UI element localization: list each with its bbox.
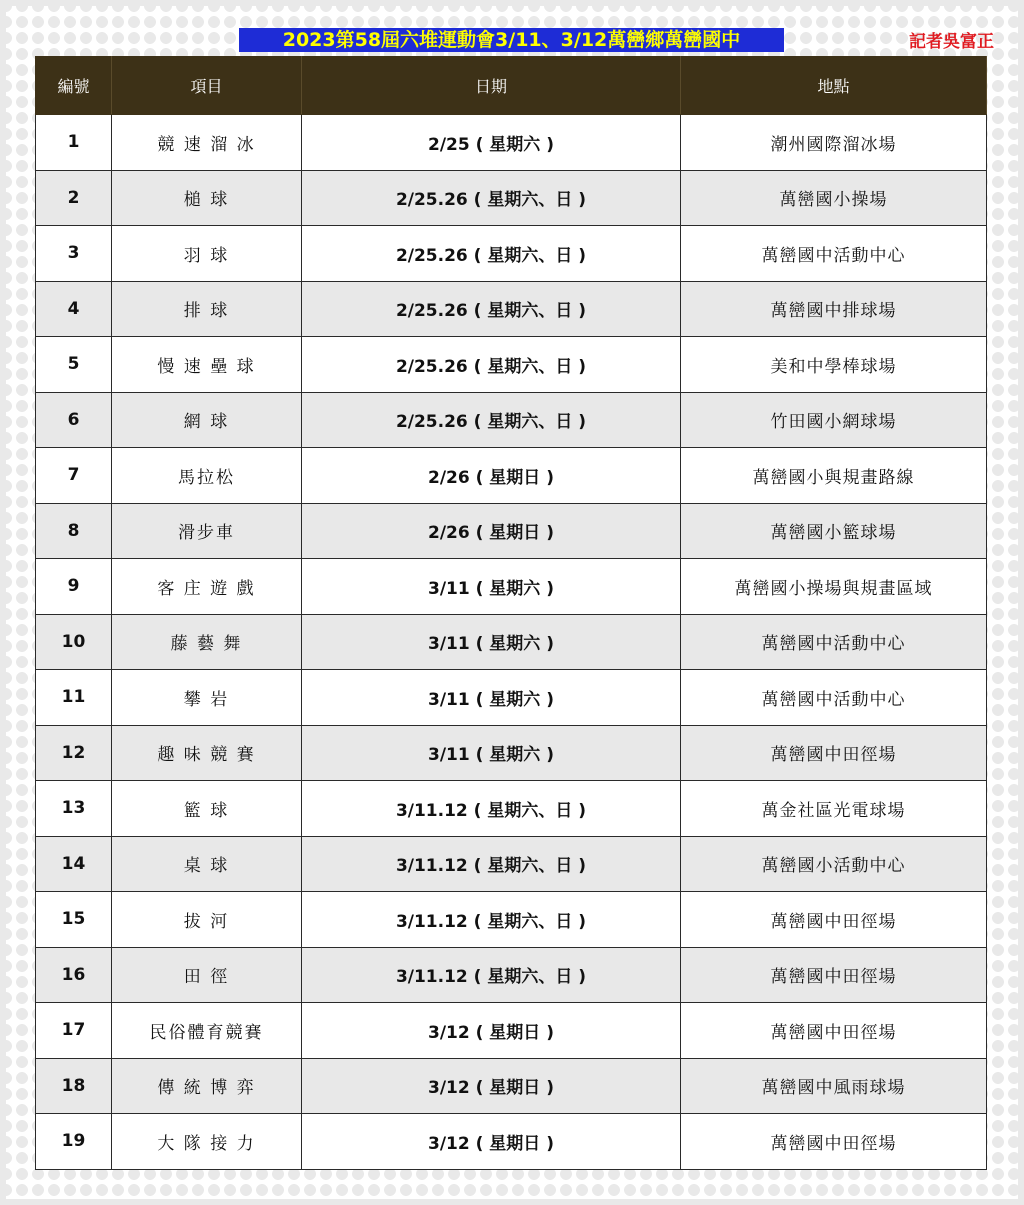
row-event: 桌 球 — [112, 836, 302, 892]
row-number: 19 — [36, 1114, 112, 1170]
row-location: 萬巒國中排球場 — [681, 281, 987, 337]
row-number: 11 — [36, 670, 112, 726]
row-date: 2/25.26 ( 星期六、日 ) — [302, 170, 681, 226]
row-date: 3/11 ( 星期六 ) — [302, 725, 681, 781]
table-row — [36, 170, 987, 226]
table-row — [36, 614, 987, 670]
row-date: 3/11.12 ( 星期六、日 ) — [302, 947, 681, 1003]
header-event: 項目 — [112, 57, 302, 115]
row-date: 2/26 ( 星期日 ) — [302, 503, 681, 559]
row-location: 萬巒國小操場 — [681, 170, 987, 226]
row-event: 民俗體育競賽 — [112, 1003, 302, 1059]
row-number: 6 — [36, 392, 112, 448]
header-location: 地點 — [681, 57, 987, 115]
row-number: 15 — [36, 892, 112, 948]
row-number: 17 — [36, 1003, 112, 1059]
row-location: 萬巒國小活動中心 — [681, 836, 987, 892]
row-event: 籃 球 — [112, 781, 302, 837]
row-event: 網 球 — [112, 392, 302, 448]
row-event: 傳 統 博 弈 — [112, 1058, 302, 1114]
table-row — [36, 1003, 987, 1059]
row-event: 攀 岩 — [112, 670, 302, 726]
row-location: 萬巒國中活動中心 — [681, 226, 987, 282]
row-event: 馬拉松 — [112, 448, 302, 504]
row-number: 1 — [36, 115, 112, 171]
row-date: 3/12 ( 星期日 ) — [302, 1003, 681, 1059]
row-location: 萬巒國中田徑場 — [681, 1114, 987, 1170]
row-event: 拔 河 — [112, 892, 302, 948]
row-location: 萬巒國中活動中心 — [681, 670, 987, 726]
row-number: 16 — [36, 947, 112, 1003]
table-row — [36, 559, 987, 615]
row-date: 2/25.26 ( 星期六、日 ) — [302, 281, 681, 337]
table-header-row — [36, 57, 987, 115]
table-row — [36, 115, 987, 171]
row-location: 萬巒國中田徑場 — [681, 1003, 987, 1059]
row-date: 3/11 ( 星期六 ) — [302, 670, 681, 726]
table-row — [36, 281, 987, 337]
row-number: 3 — [36, 226, 112, 282]
row-event: 藤 藝 舞 — [112, 614, 302, 670]
row-event: 滑步車 — [112, 503, 302, 559]
table-row — [36, 1058, 987, 1114]
row-number: 4 — [36, 281, 112, 337]
row-date: 2/26 ( 星期日 ) — [302, 448, 681, 504]
row-event: 趣 味 競 賽 — [112, 725, 302, 781]
table-row — [36, 892, 987, 948]
table-row — [36, 947, 987, 1003]
row-event: 客 庄 遊 戲 — [112, 559, 302, 615]
row-number: 5 — [36, 337, 112, 393]
row-date: 3/12 ( 星期日 ) — [302, 1058, 681, 1114]
table-row — [36, 226, 987, 282]
row-date: 3/11.12 ( 星期六、日 ) — [302, 892, 681, 948]
row-number: 2 — [36, 170, 112, 226]
row-location: 萬金社區光電球場 — [681, 781, 987, 837]
row-date: 3/12 ( 星期日 ) — [302, 1114, 681, 1170]
page-title: 2023第58屆六堆運動會3/11、3/12萬巒鄉萬巒國中 — [239, 28, 784, 52]
row-event: 慢 速 壘 球 — [112, 337, 302, 393]
row-number: 9 — [36, 559, 112, 615]
table-row — [36, 836, 987, 892]
row-date: 2/25 ( 星期六 ) — [302, 115, 681, 171]
row-location: 萬巒國小與規畫路線 — [681, 448, 987, 504]
table-row — [36, 1114, 987, 1170]
table-row — [36, 503, 987, 559]
row-location: 萬巒國中風雨球場 — [681, 1058, 987, 1114]
table-row — [36, 781, 987, 837]
row-event: 排 球 — [112, 281, 302, 337]
row-location: 萬巒國中田徑場 — [681, 892, 987, 948]
reporter-credit: 記者吳富正 — [909, 32, 994, 52]
row-date: 3/11 ( 星期六 ) — [302, 614, 681, 670]
row-event: 槌 球 — [112, 170, 302, 226]
schedule-table — [35, 56, 987, 1170]
row-location: 萬巒國小籃球場 — [681, 503, 987, 559]
row-date: 3/11.12 ( 星期六、日 ) — [302, 836, 681, 892]
row-number: 13 — [36, 781, 112, 837]
table-row — [36, 392, 987, 448]
row-date: 3/11 ( 星期六 ) — [302, 559, 681, 615]
row-number: 7 — [36, 448, 112, 504]
row-location: 潮州國際溜冰場 — [681, 115, 987, 171]
row-location: 竹田國小網球場 — [681, 392, 987, 448]
row-number: 18 — [36, 1058, 112, 1114]
row-number: 8 — [36, 503, 112, 559]
row-date: 2/25.26 ( 星期六、日 ) — [302, 392, 681, 448]
table-row — [36, 448, 987, 504]
row-location: 萬巒國中田徑場 — [681, 725, 987, 781]
row-date: 2/25.26 ( 星期六、日 ) — [302, 226, 681, 282]
row-event: 競 速 溜 冰 — [112, 115, 302, 171]
row-event: 大 隊 接 力 — [112, 1114, 302, 1170]
row-event: 羽 球 — [112, 226, 302, 282]
row-location: 萬巒國中田徑場 — [681, 947, 987, 1003]
row-event: 田 徑 — [112, 947, 302, 1003]
table-row — [36, 725, 987, 781]
row-number: 12 — [36, 725, 112, 781]
table-row — [36, 337, 987, 393]
row-date: 2/25.26 ( 星期六、日 ) — [302, 337, 681, 393]
table-body — [36, 115, 987, 1170]
row-location: 萬巒國小操場與規畫區域 — [681, 559, 987, 615]
row-location: 美和中學棒球場 — [681, 337, 987, 393]
header-number: 編號 — [36, 57, 112, 115]
header-date: 日期 — [302, 57, 681, 115]
row-date: 3/11.12 ( 星期六、日 ) — [302, 781, 681, 837]
table-row — [36, 670, 987, 726]
row-number: 10 — [36, 614, 112, 670]
row-number: 14 — [36, 836, 112, 892]
row-location: 萬巒國中活動中心 — [681, 614, 987, 670]
